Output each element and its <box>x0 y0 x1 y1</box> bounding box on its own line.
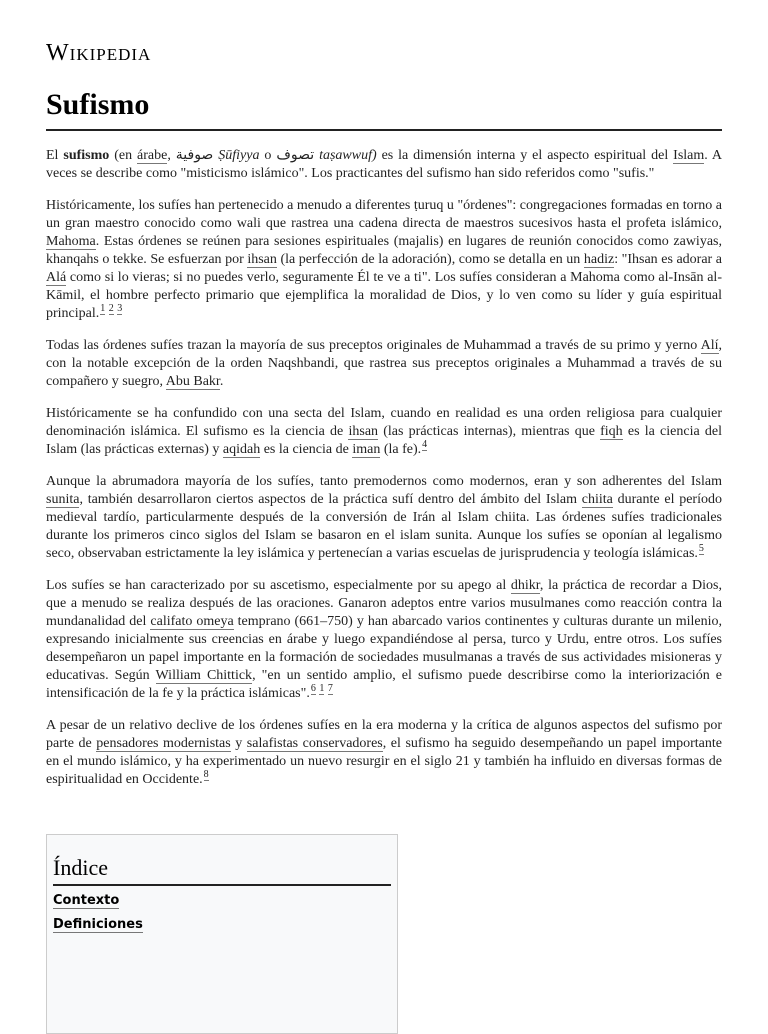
link-aqidah[interactable]: aqidah <box>222 442 261 457</box>
link-dhikr[interactable]: dhikr <box>510 578 540 593</box>
term-bold: sufismo <box>63 148 110 163</box>
text: y <box>230 736 247 751</box>
text: Históricamente se ha confundido con una secta del Islam, cuando en realidad es una orden religiosa para cualquier denominación islámica. El sufismo es la ciencia de <box>46 406 722 439</box>
text: , la práctica de recordar a Dios, que a menudo se realiza después de las oraciones. Ganaron adeptos entre varios musulmanes como reacción contra la mundanalidad del <box>46 578 722 629</box>
text: Históricamente, los sufíes han pertenecido a menudo a diferentes ṭuruq u "órdenes": congregaciones formadas en torno a un gran maestro conocido como wali que rastrea una cadena directa de maestros sucesivos hasta el profeta islámico, <box>46 198 722 231</box>
text: : "Ihsan es adorar a <box>614 252 722 267</box>
text: , con la notable excepción de la orden Naqshbandi, que rastrea sus preceptos originales a Muhammad a través de su compañero y suegro, <box>46 338 722 389</box>
references <box>310 683 333 694</box>
paragraph-6 <box>46 577 722 703</box>
text: Aunque la abrumadora mayoría de los sufíes, tanto premodernos como modernos, eran y son adherentes del Islam <box>46 474 722 489</box>
text: es la ciencia de <box>260 442 353 457</box>
link-mahoma[interactable]: Mahoma <box>46 234 96 249</box>
text: . Estas órdenes se reúnen para sesiones espirituales (majalis) en lugares de reunión conocidos como zawiyas, khanqahs o tekke. Se esfuerzan por <box>46 234 722 267</box>
text: Los sufíes se han caracterizado por su ascetismo, especialmente por su apego al <box>46 578 511 593</box>
paragraph-5 <box>46 473 722 563</box>
references <box>203 769 209 780</box>
toc-item-contexto[interactable]: Contexto <box>53 893 120 908</box>
text: Todas las órdenes sufíes trazan la mayoría de sus preceptos originales de Muhammad a través de su primo y yerno <box>46 338 701 353</box>
reference-link[interactable]: 4 <box>422 439 428 451</box>
link-ali[interactable]: Alí <box>700 338 719 353</box>
link-hadiz[interactable]: hadiz <box>583 252 615 267</box>
references <box>698 543 704 554</box>
text-italic: Ṣūfiyya <box>218 148 260 163</box>
reference-link[interactable]: 8 <box>203 769 209 781</box>
link-sunita[interactable]: sunita <box>46 492 80 507</box>
text: es la ciencia del Islam (las prácticas externas) y <box>46 424 723 457</box>
link-ihsan[interactable]: ihsan <box>247 252 277 267</box>
link-salafistas-conservadores[interactable]: salafistas conservadores <box>246 736 383 751</box>
link-iman[interactable]: iman <box>352 442 381 457</box>
text: . <box>219 374 224 389</box>
paragraph-7 <box>46 717 722 789</box>
text: A pesar de un relativo declive de los órdenes sufíes en la era moderna y la crítica de algunos aspectos del sufismo por parte de <box>46 718 722 751</box>
text: temprano (661–750) y han abarcado varios continentes y culturas durante un milenio, expresando inicialmente sus creencias en árabe y luego expandiéndose al persa, turco y Urdu, entre otros. Los sufíes desempeñaron un papel importante en la formación de sociedades musulmanas a través de sus actividades misioneras y educativas. Según <box>46 614 722 683</box>
reference-link[interactable]: 2 <box>108 303 114 315</box>
reference-link[interactable]: 1 <box>319 683 325 695</box>
text: , también desarrollaron ciertos aspectos de la práctica sufí dentro del ámbito del Islam <box>79 492 582 507</box>
link-islam[interactable]: Islam <box>673 148 705 163</box>
toc-title: Índice <box>53 855 391 886</box>
link-ala[interactable]: Alá <box>46 270 67 285</box>
text: . A veces se describe como "misticismo islámico". Los practicantes del sufismo han sido referidos como "sufis." <box>46 148 723 181</box>
text: , صوفية <box>167 148 219 163</box>
link-william-chittick[interactable]: William Chittick <box>155 668 253 683</box>
link-abu-bakr[interactable]: Abu Bakr <box>165 374 220 389</box>
references <box>99 303 122 314</box>
text-italic: taṣawwuf) <box>319 148 377 163</box>
reference-link[interactable]: 7 <box>327 683 333 695</box>
reference-link[interactable]: 3 <box>117 303 123 315</box>
link-chiita[interactable]: chiita <box>581 492 613 507</box>
reference-link[interactable]: 5 <box>698 543 704 555</box>
text: El <box>46 148 64 163</box>
paragraph-3 <box>46 337 722 391</box>
link-ihsan[interactable]: ihsan <box>348 424 379 439</box>
text: (la fe). <box>380 442 422 457</box>
text: durante el período medieval tardío, particularmente después de la conversión de Irán al Islam chiita. Las órdenes sufíes tradicionales durante los primeros cinco siglos del Islam se basaron en el islam sunita. Aunque los sufíes se oponían al legalismo seco, observaban estrictamente la ley islámica y pertenecían a varias escuelas de jurisprudencia y teología islámicas. <box>46 492 722 561</box>
reference-link[interactable]: 6 <box>310 683 316 695</box>
reference-link[interactable]: 1 <box>100 303 106 315</box>
paragraph-1 <box>46 147 722 183</box>
paragraph-4 <box>46 405 722 459</box>
text: (en <box>109 148 138 163</box>
text: , "en un sentido amplio, el sufismo puede describirse como la interiorización e intensificación de la fe y la práctica islámicas". <box>46 668 722 701</box>
text: (la perfección de la adoración), como se detalla en un <box>276 252 584 267</box>
table-of-contents <box>46 834 398 1034</box>
text: es la dimensión interna y el aspecto espiritual del <box>376 148 674 163</box>
text: (las prácticas internas), mientras que <box>378 424 601 439</box>
link-califato-omeya[interactable]: califato omeya <box>150 614 234 629</box>
toc-item-definiciones[interactable]: Definiciones <box>53 917 143 932</box>
text: o تصوف <box>259 148 320 163</box>
text: , el sufismo ha seguido desempeñando un papel importante en el mundo islámico, y ha experimentado un nuevo resurgir en el siglo 21 y también ha influido en diversas formas de espiritualidad en Occidente. <box>46 736 722 787</box>
wikipedia-wordmark[interactable]: Wikipedia <box>46 40 152 66</box>
paragraph-2 <box>46 197 722 323</box>
references <box>421 439 427 450</box>
page-title: Sufismo <box>46 85 722 131</box>
link-pensadores-modernistas[interactable]: pensadores modernistas <box>96 736 231 751</box>
link-arabe[interactable]: árabe <box>137 148 168 163</box>
text: como si lo vieras; si no puedes verlo, seguramente Él te ve a ti". Los sufíes consideran a Mahoma como al-Insān al-Kāmil, el hombre perfecto primario que ejemplifica la moralidad de Dios, y lo ven como su líder y guía espiritual principal. <box>46 270 722 321</box>
article <box>46 0 723 932</box>
link-fiqh[interactable]: fiqh <box>600 424 623 439</box>
